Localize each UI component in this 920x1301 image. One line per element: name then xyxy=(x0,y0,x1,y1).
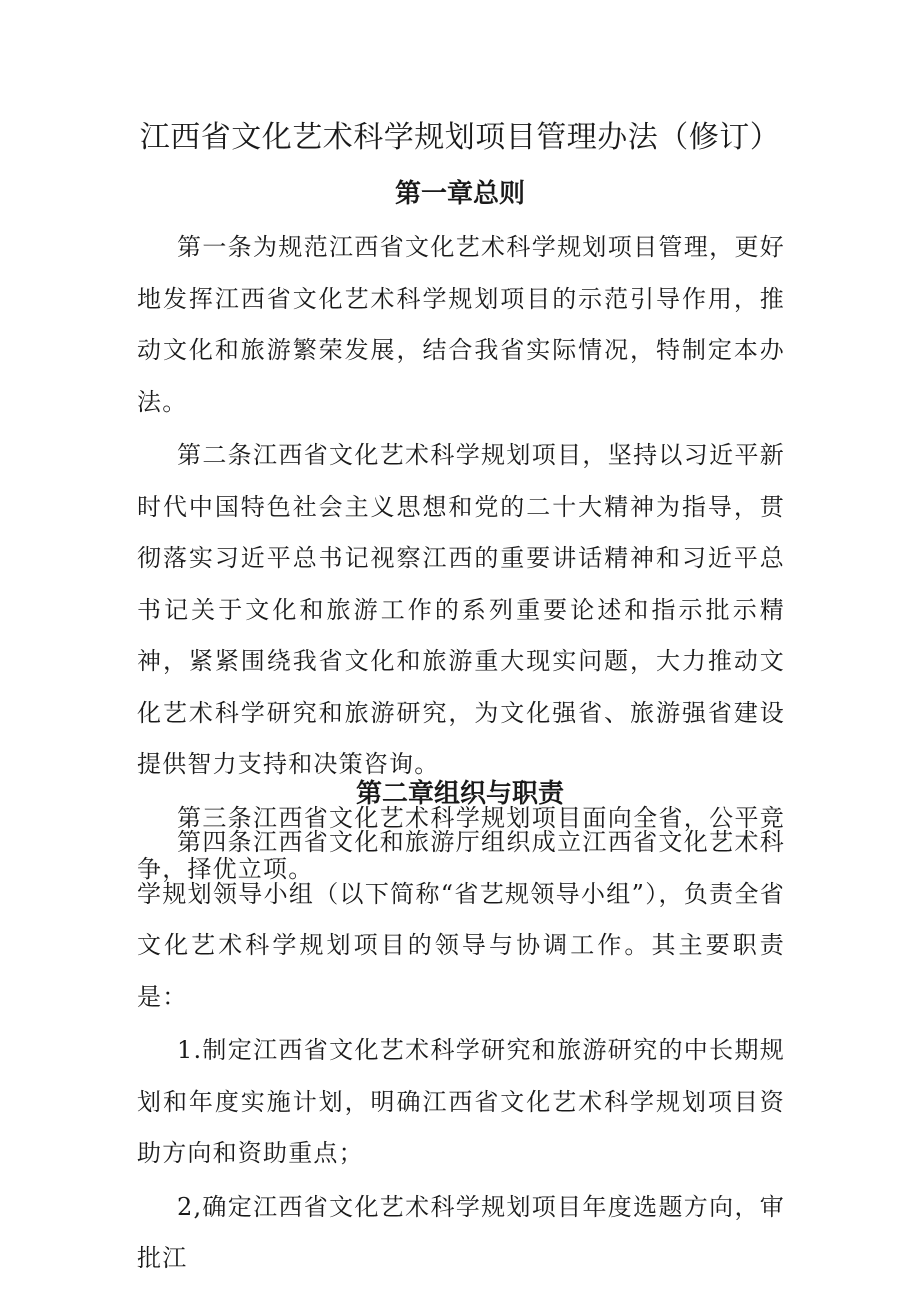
article-4-paragraph: 第四条江西省文化和旅游厅组织成立江西省文化艺术科学规划领导小组（以下简称“省艺规领导小组”），负责全省文化艺术科学规划项目的领导与协调工作。其主要职责是： xyxy=(137,828,785,1011)
chapter-2-heading: 第二章组织与职责 xyxy=(355,779,564,809)
article-2-paragraph: 第二条江西省文化艺术科学规划项目，坚持以习近平新时代中国特色社会主义思想和党的二十大精神为指导，贯彻落实习近平总书记视察江西的重要讲话精神和习近平总书记关于文化和旅游工作的系列重要论述和指示批示精神，紧紧围绕我省文化和旅游重大现实问题，大力推动文化艺术科学研究和旅游研究，为文化强省、旅游强省建设提供智力支持和决策咨询。 xyxy=(137,441,785,778)
chapter-1-heading: 第一章总则 xyxy=(394,179,525,209)
duty-item-2: 2,确定江西省文化艺术科学规划项目年度选题方向，审批江 xyxy=(137,1192,785,1272)
article-3-paragraph: 第三条江西省文化艺术科学规划项目面向全省，公平竞争，择优立项。 xyxy=(137,803,785,883)
chapter-2-body xyxy=(137,817,785,1285)
duty-item-1: 1.制定江西省文化艺术科学研究和旅游研究的中长期规划和年度实施计划，明确江西省文化艺术科学规划项目资助方向和资助重点； xyxy=(137,1036,785,1167)
article-1-paragraph: 第一条为规范江西省文化艺术科学规划项目管理，更好地发挥江西省文化艺术科学规划项目的示范引导作用，推动文化和旅游繁荣发展，结合我省实际情况，特制定本办法。 xyxy=(137,233,785,416)
document-title: 江西省文化艺术科学规划项目管理办法（修订） xyxy=(139,120,781,155)
